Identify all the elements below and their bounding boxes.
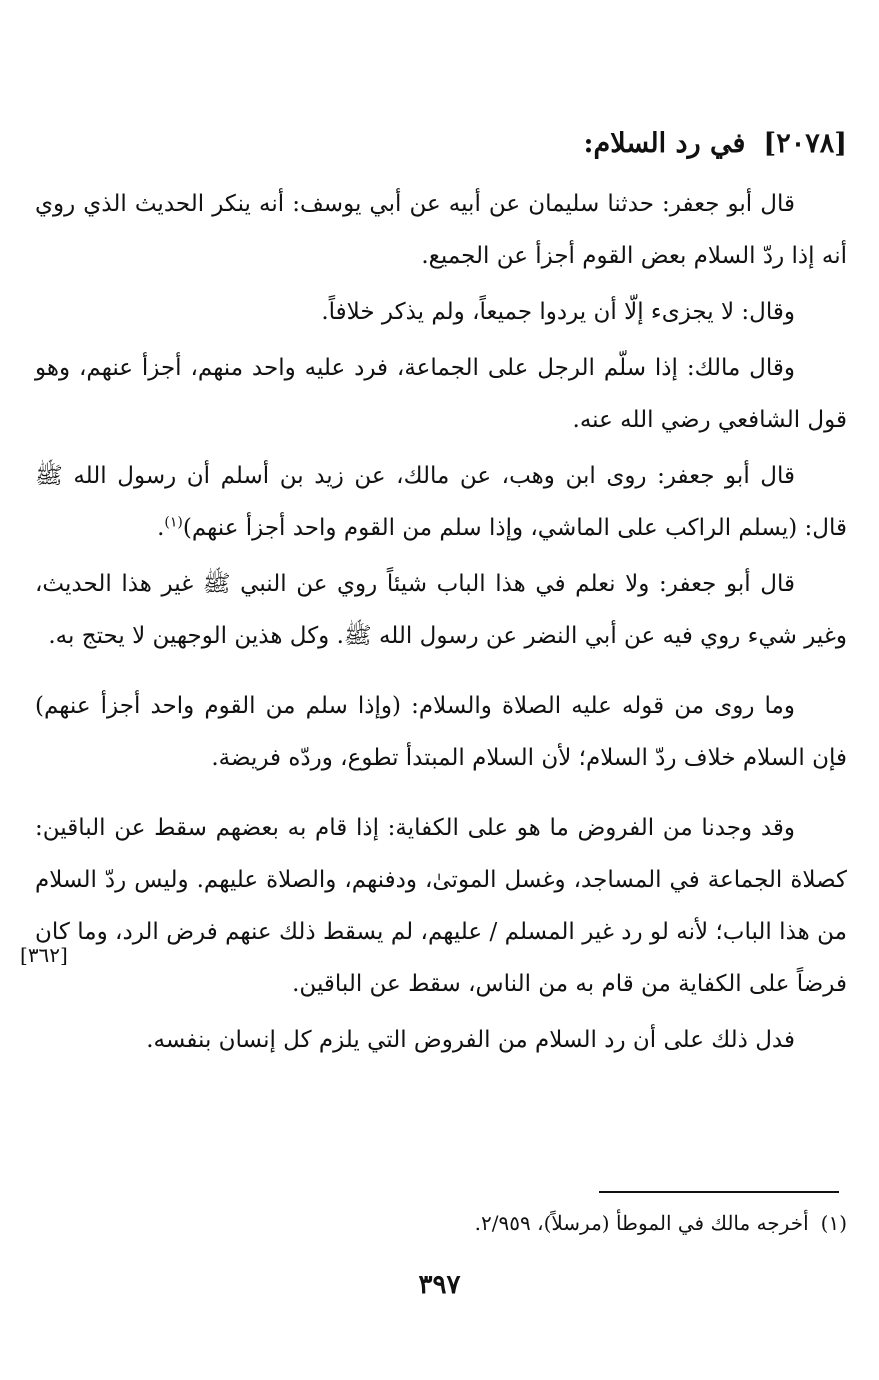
paragraph-7: وقد وجدنا من الفروض ما هو على الكفاية: إذا قام به بعضهم سقط عن الباقين: كصلاة الجماعة في المساجد، وغسل الموتىٰ، ودفنهم، والصلاة عليهم. وليس ردّ السلام من هذا الباب؛ لأنه لو رد غير المسلم / عليهم، لم يسقط ذلك عنهم فرض الرد، وما كان فرضاً على الكفاية من قام به من الناس، سقط عن الباقين. [35, 815, 847, 997]
paragraph-8: فدل ذلك على أن رد السلام من الفروض التي يلزم كل إنسان بنفسه. [146, 1027, 795, 1053]
paragraph-1: قال أبو جعفر: حدثنا سليمان عن أبيه عن أبي يوسف: أنه ينكر الحديث الذي روي أنه إذا ردّ السلام بعض القوم أجزأ عن الجميع. [35, 191, 847, 269]
body-text [35, 178, 847, 1070]
paragraph-5: قال أبو جعفر: ولا نعلم في هذا الباب شيئاً روي عن النبي ﷺ غير هذا الحديث، وغير شيء روي فيه عن أبي النضر عن رسول الله ﷺ. وكل هذين الوجهين لا يحتج به. [35, 571, 847, 649]
footnote-text: أخرجه مالك في الموطأ (مرسلاً)، ٢/٩٥٩. [474, 1211, 809, 1235]
paragraph-2: وقال: لا يجزىء إلّا أن يردوا جميعاً، ولم يذكر خلافاً. [321, 299, 795, 325]
paragraph-6: وما روى من قوله عليه الصلاة والسلام: (وإذا سلم من القوم واحد أجزأ عنهم) فإن السلام خلاف ردّ السلام؛ لأن السلام المبتدأ تطوع، وردّه فريضة. [35, 693, 847, 771]
footnote-marker: (١) [820, 1211, 847, 1235]
footnote-reference: (١) [164, 514, 183, 531]
footnote [35, 1208, 847, 1238]
footnote-divider [599, 1191, 839, 1193]
section-heading [60, 122, 847, 166]
section-title: في رد السلام: [583, 128, 746, 159]
paragraph-4-text: قال أبو جعفر: روى ابن وهب، عن مالك، عن زيد بن أسلم أن رسول الله ﷺ قال: (يسلم الراكب على الماشي، وإذا سلم من القوم واحد أجزأ عنهم) [35, 463, 847, 541]
page-number: ٣٩٧ [418, 1270, 461, 1300]
paragraph-3: وقال مالك: إذا سلّم الرجل على الجماعة، فرد عليه واحد منهم، أجزأ عنهم، وهو قول الشافعي رضي الله عنه. [35, 355, 847, 433]
paragraph-4 [35, 450, 847, 554]
paragraph-4-tail: . [157, 515, 165, 541]
manuscript-page-marker: [٣٦٢] [20, 943, 68, 967]
section-number: [٢٠٧٨] [763, 128, 847, 159]
